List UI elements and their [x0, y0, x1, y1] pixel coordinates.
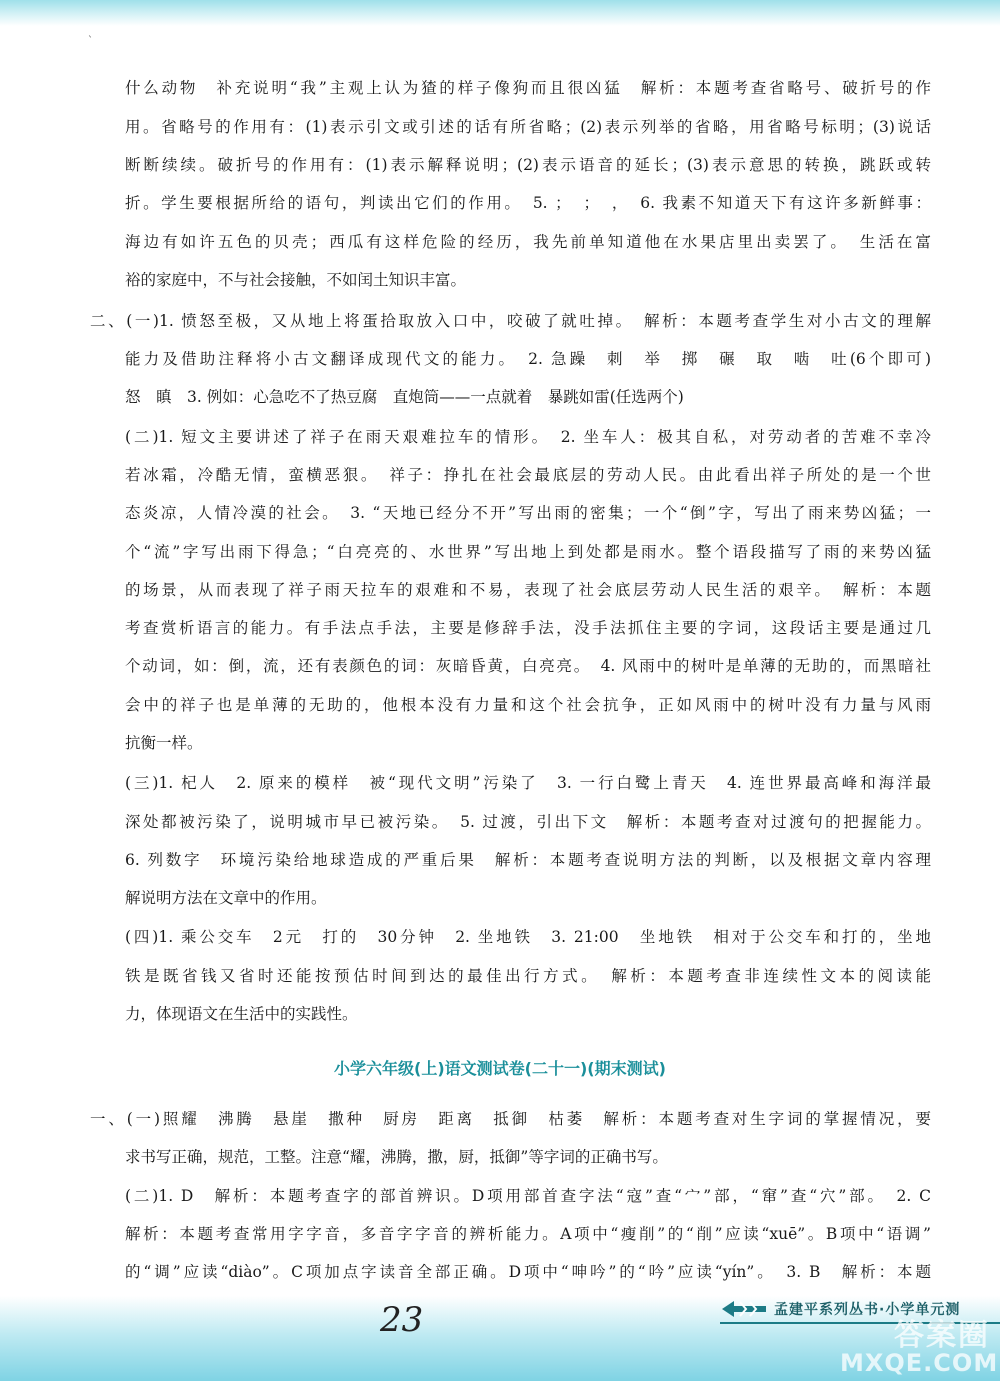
text-line: 折。学生要根据所给的语句，判读出它们的作用。 5. ； ； ， 6. 我素不知道天下有这许多新鲜事： [125, 194, 931, 212]
text-line: 解析：本题考查常用字字音，多音字字音的辨析能力。A项中“瘦削”的“削”应读“xuē”。B项中“语调” [125, 1225, 931, 1243]
text-line: 用。省略号的作用有：(1)表示引文或引述的话有所省略；(2)表示列举的省略，用省略号标明；(3)说话 [125, 118, 931, 136]
text-line: 的“调”应读“diào”。C项加点字读音全部正确。D项中“呻吟”的“吟”应读“yín”。 3. B 解析：本题 [125, 1263, 931, 1281]
text-line: 力，体现语文在生活中的实践性。 [125, 1005, 358, 1023]
text-line: 二、(一)1. 愤怒至极，又从地上将蛋拾取放入口中，咬破了就吐掉。 解析：本题考查学生对小古文的理解 [90, 312, 931, 330]
top-decorative-band [0, 0, 1000, 26]
text-line: 一、(一)照耀 沸腾 悬崖 撒种 厨房 距离 抵御 枯萎 解析：本题考查对生字词的掌握情况，要 [90, 1110, 931, 1128]
text-line: 断断续续。破折号的作用有：(1)表示解释说明；(2)表示语音的延长；(3)表示意思的转换，跳跃或转 [125, 156, 931, 174]
text-line: 裕的家庭中，不与社会接触，不如闰土知识丰富。 [125, 271, 467, 289]
arrow-icon [720, 1298, 768, 1320]
page-number: 23 [380, 1300, 424, 1340]
text-line: 若冰霜，冷酷无情，蛮横恶狠。 祥子：挣扎在社会最底层的劳动人民。由此看出祥子所处的是一个世 [125, 466, 931, 484]
text-line: (二)1. D 解析：本题考查字的部首辨识。D项用部首查字法“寇”查“宀”部，“窜”查“穴”部。 2. C [125, 1187, 931, 1205]
text-line: 怒 瞋 3. 例如：心急吃不了热豆腐 直炮筒——一点就着 暴跳如雷(任选两个) [125, 388, 684, 406]
text-line: 6. 列数字 环境污染给地球造成的严重后果 解析：本题考查说明方法的判断，以及根据文章内容理 [125, 851, 931, 869]
text-line: 个“流”字写出雨下得急；“白亮亮的、水世界”写出地上到处都是雨水。整个语段描写了雨的来势凶猛 [125, 543, 931, 561]
section-title: 小学六年级(上)语文测试卷(二十一)(期末测试) [334, 1059, 666, 1078]
text-line: 的场景，从而表现了祥子雨天拉车的艰难和不易，表现了社会底层劳动人民生活的艰辛。 解析：本题 [125, 581, 931, 599]
text-line: 考查赏析语言的能力。有手法点手法，主要是修辞手法，没手法抓住主要的字词，这段话主要是通过几 [125, 619, 931, 637]
text-line: 铁是既省钱又省时还能按预估时间到达的最佳出行方式。 解析：本题考查非连续性文本的阅读能 [125, 967, 931, 985]
text-line: (四)1. 乘公交车 2元 打的 30分钟 2. 坐地铁 3. 21:00 坐地铁 相对于公交车和打的，坐地 [125, 928, 931, 946]
text-line: 解说明方法在文章中的作用。 [125, 889, 327, 907]
text-line: 能力及借助注释将小古文翻译成现代文的能力。 2. 急躁 刺 举 掷 碾 取 啮 吐(6个即可) [125, 350, 931, 368]
corner-mark: ˋ [88, 36, 93, 47]
text-line: 深处都被污染了，说明城市早已被污染。 5. 过渡，引出下文 解析：本题考查对过渡句的把握能力。 [125, 813, 931, 831]
watermark [840, 1318, 999, 1377]
watermark-url: MXQE.COM [840, 1349, 999, 1377]
text-line: 海边有如许五色的贝壳；西瓜有这样危险的经历，我先前单知道他在水果店里出卖罢了。 生活在富 [125, 233, 931, 251]
series-name: 孟建平系列丛书·小学单元测 [774, 1302, 961, 1318]
text-line: 会中的祥子也是单薄的无助的，他根本没有力量和这个社会抗争，正如风雨中的树叶没有力量与风雨 [125, 696, 931, 714]
text-line: 个动词，如：倒，流，还有表颜色的词：灰暗昏黄，白亮亮。 4. 风雨中的树叶是单薄的无助的，而黑暗社 [125, 657, 931, 675]
text-line: 抗衡一样。 [125, 734, 203, 752]
text-line: 什么动物 补充说明“我”主观上认为猹的样子像狗而且很凶猛 解析：本题考查省略号、破折号的作 [125, 79, 931, 97]
text-line: (三)1. 杞人 2. 原来的模样 被“现代文明”污染了 3. 一行白鹭上青天 4. 连世界最高峰和海洋最 [125, 774, 931, 792]
text-line: 态炎凉，人情冷漠的社会。 3. “天地已经分不开”写出雨的密集；一个“倒”字，写出了雨来势凶猛；一 [125, 504, 931, 522]
watermark-cn: 答案圈 [894, 1318, 990, 1353]
text-line: (二)1. 短文主要讲述了祥子在雨天艰难拉车的情形。 2. 坐车人：极其自私，对劳动者的苦难不幸冷 [125, 428, 931, 446]
text-line: 求书写正确，规范，工整。注意“耀，沸腾，撒，厨，抵御”等字词的正确书写。 [125, 1148, 668, 1166]
